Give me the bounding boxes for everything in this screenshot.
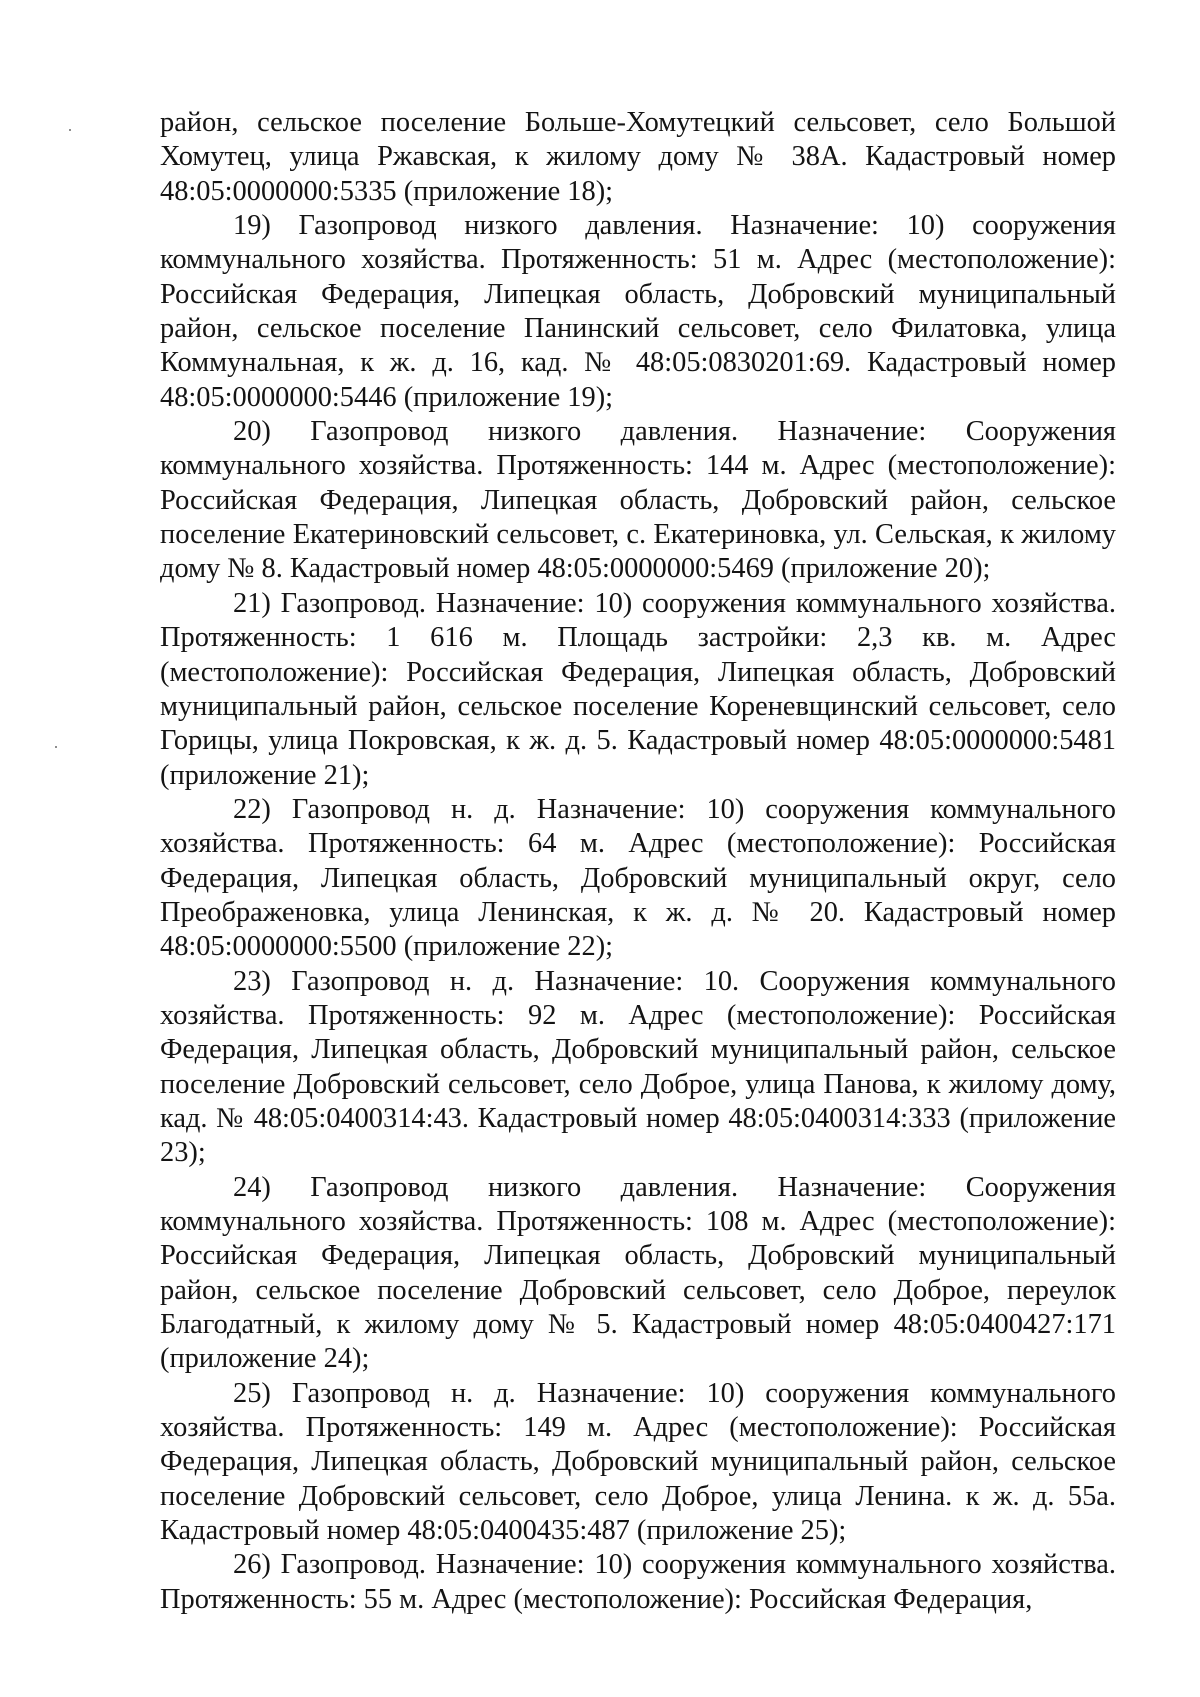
list-item-25: 25) Газопровод н. д. Назначение: 10) сооружения коммунального хозяйства. Протяженность: 149 м. Адрес (местоположение): Российская Федерация, Липецкая область, Добровский муниципальный район, сельское поселение Добровский сельсовет, село Доброе, улица Ленина. к ж. д. 55а. Кадастровый номер 48:05:0400435:487 (приложение 25);: [160, 1377, 1116, 1547]
continuation-paragraph: район, сельское поселение Больше-Хомутецкий сельсовет, село Большой Хомутец, улица Ржавская, к жилому дому № 38А. Кадастровый номер 48:05:0000000:5335 (приложение 18);: [160, 107, 1116, 207]
list-item-24: 24) Газопровод низкого давления. Назначение: Сооружения коммунального хозяйства. Протяженность: 108 м. Адрес (местоположение): Российская Федерация, Липецкая область, Добровский муниципальный район, сельское поселение Добровский сельсовет, село Доброе, переулок Благодатный, к жилому дому № 5. Кадастровый номер 48:05:0400427:171 (приложение 24);: [160, 1171, 1116, 1375]
list-item-20: 20) Газопровод низкого давления. Назначение: Сооружения коммунального хозяйства. Протяженность: 144 м. Адрес (местоположение): Российская Федерация, Липецкая область, Добровский район, сельское поселение Екатериновский сельсовет, с. Екатериновка, ул. Сельская, к жилому дому № 8. Кадастровый номер 48:05:0000000:5469 (приложение 20);: [160, 416, 1116, 585]
scan-speck: [55, 746, 57, 748]
list-item-23: 23) Газопровод н. д. Назначение: 10. Сооружения коммунального хозяйства. Протяженность: 92 м. Адрес (местоположение): Российская Федерация, Липецкая область, Добровский муниципальный район, сельское поселение Добровский сельсовет, село Доброе, улица Панова, к жилому дому, кад. № 48:05:0400314:43. Кадастровый номер 48:05:0400314:333 (приложение 23);: [160, 965, 1116, 1169]
list-item-21: 21) Газопровод. Назначение: 10) сооружения коммунального хозяйства. Протяженность: 1 616 м. Площадь застройки: 2,3 кв. м. Адрес (местоположение): Российская Федерация, Липецкая область, Добровский муниципальный район, сельское поселение Кореневщинский сельсовет, село Горицы, улица Покровская, к ж. д. 5. Кадастровый номер 48:05:0000000:5481 (приложение 21);: [160, 587, 1116, 791]
document-body: [160, 106, 1116, 1617]
scan-speck: [69, 129, 71, 131]
list-item-26: 26) Газопровод. Назначение: 10) сооружения коммунального хозяйства. Протяженность: 55 м. Адрес (местоположение): Российская Федерация,: [160, 1549, 1116, 1615]
list-item-22: 22) Газопровод н. д. Назначение: 10) сооружения коммунального хозяйства. Протяженность: 64 м. Адрес (местоположение): Российская Федерация, Липецкая область, Добровский муниципальный округ, село Преображеновка, улица Ленинская, к ж. д. № 20. Кадастровый номер 48:05:0000000:5500 (приложение 22);: [160, 793, 1116, 963]
list-item-19: 19) Газопровод низкого давления. Назначение: 10) сооружения коммунального хозяйства. Протяженность: 51 м. Адрес (местоположение): Российская Федерация, Липецкая область, Добровский муниципальный район, сельское поселение Панинский сельсовет, село Филатовка, улица Коммунальная, к ж. д. 16, кад. № 48:05:0830201:69. Кадастровый номер 48:05:0000000:5446 (приложение 19);: [160, 210, 1116, 413]
